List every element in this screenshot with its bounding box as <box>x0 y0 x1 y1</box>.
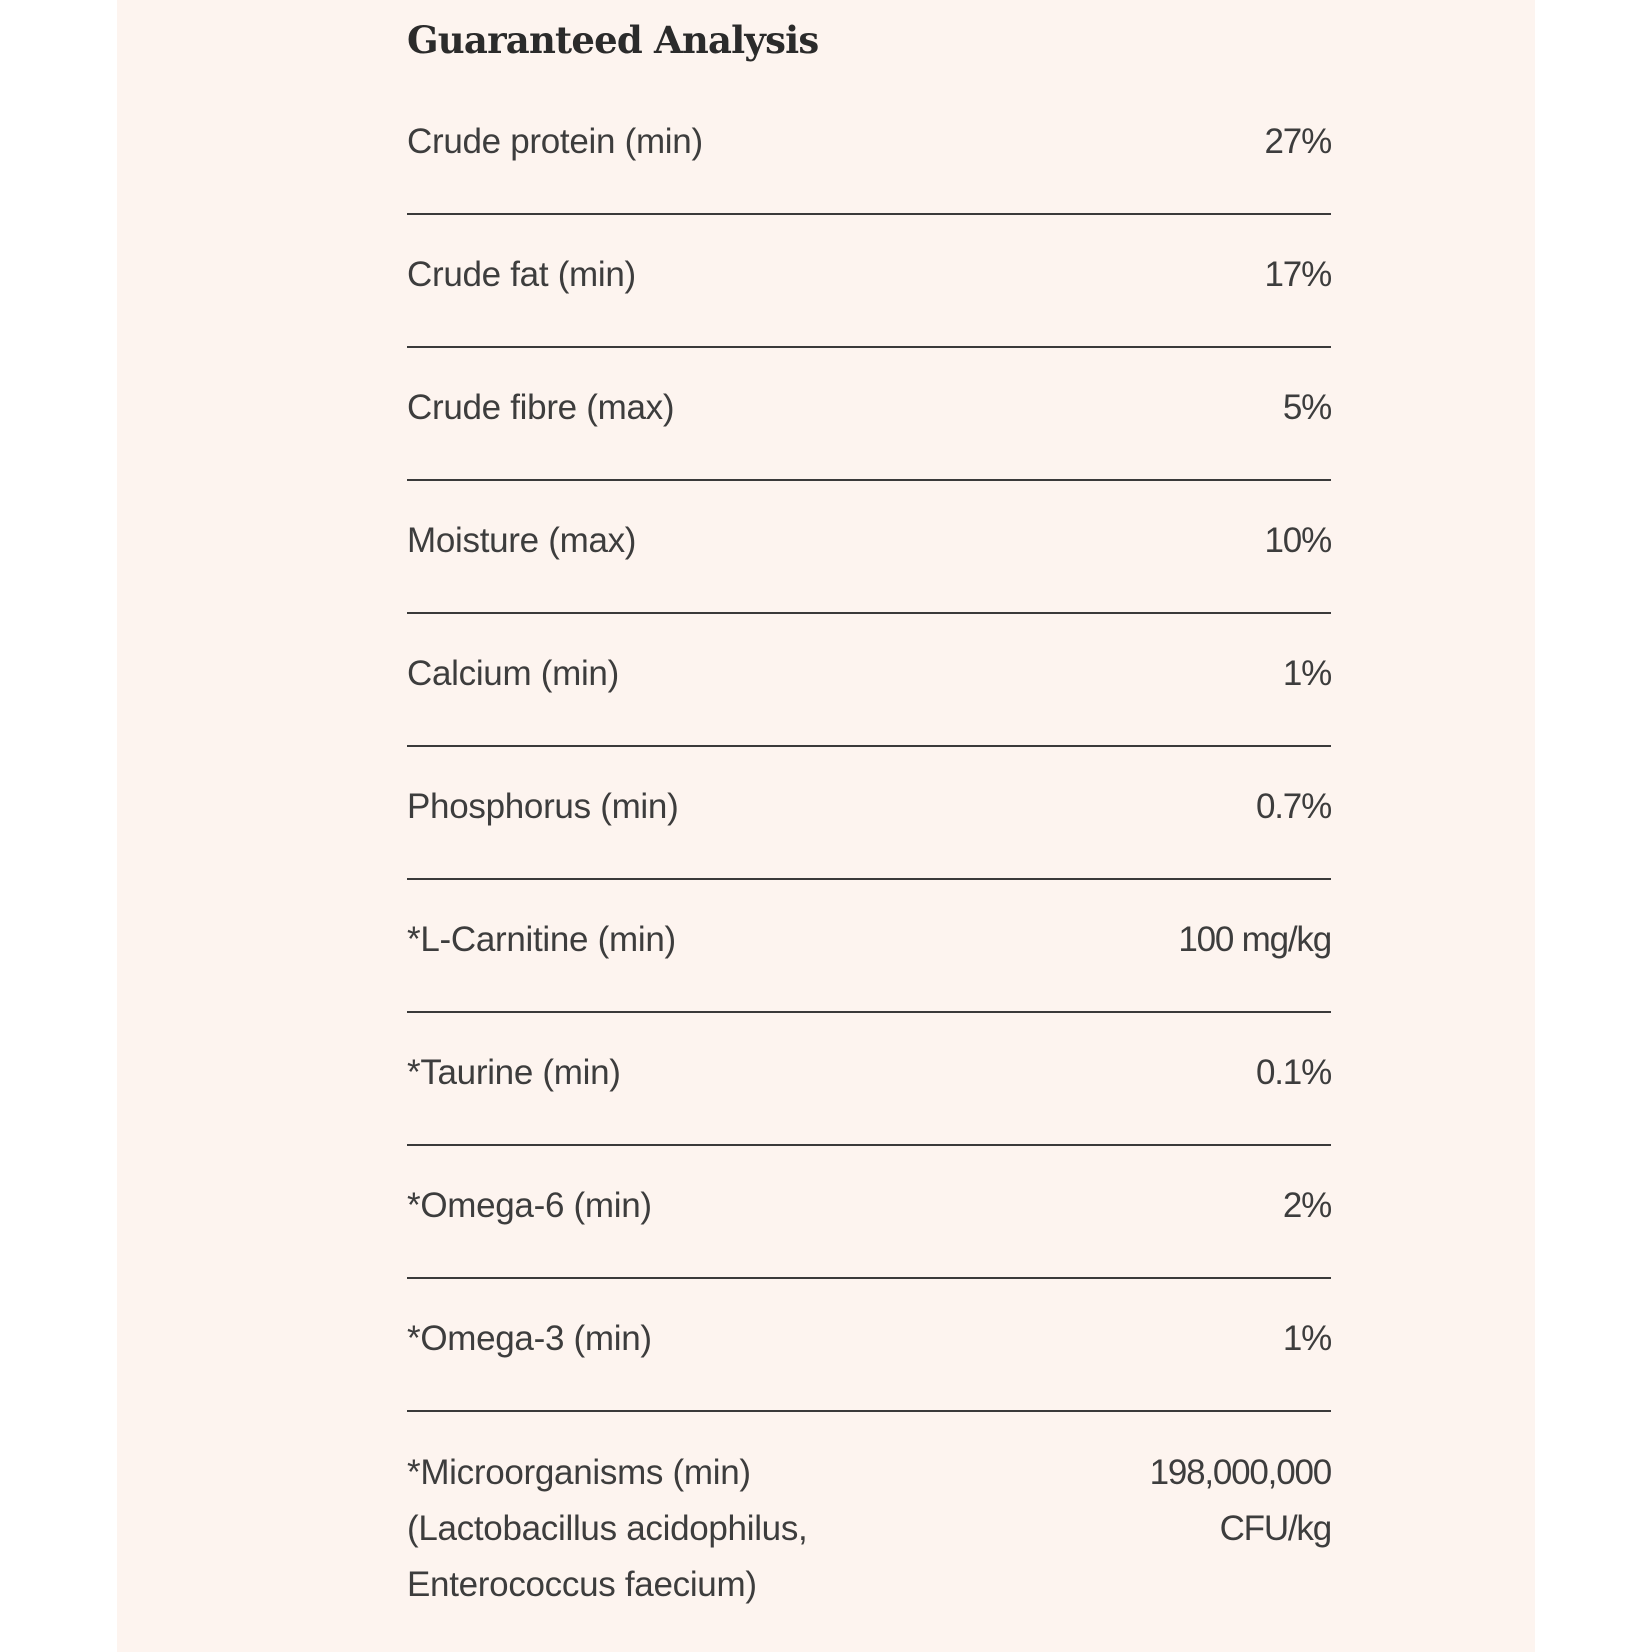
row-label: Calcium (min) <box>407 654 619 693</box>
row-value: 2% <box>1282 1186 1331 1225</box>
table-row <box>407 82 1331 215</box>
row-label: *Taurine (min) <box>407 1053 621 1092</box>
table-row <box>407 1405 1331 1613</box>
table-row <box>407 880 1331 1013</box>
row-value: 1% <box>1282 1319 1331 1358</box>
table-row <box>407 348 1331 481</box>
analysis-table <box>407 82 1331 1613</box>
row-value: 198,000,000 CFU/kg <box>1149 1453 1331 1548</box>
row-value: 100 mg/kg <box>1178 920 1331 959</box>
table-row <box>407 1013 1331 1146</box>
row-value: 5% <box>1282 388 1331 427</box>
row-value: 10% <box>1264 521 1331 560</box>
row-label: *Omega-6 (min) <box>407 1186 652 1225</box>
row-label: *Omega-3 (min) <box>407 1319 652 1358</box>
row-label: *Microorganisms (min) (Lactobacillus acidophilus, Enterococcus faecium) <box>407 1453 808 1604</box>
guaranteed-analysis-panel <box>117 0 1535 1652</box>
row-value: 0.1% <box>1256 1053 1331 1092</box>
table-row <box>407 614 1331 747</box>
section-title: Guaranteed Analysis <box>407 18 819 62</box>
row-label: Moisture (max) <box>407 521 637 560</box>
table-row <box>407 481 1331 614</box>
table-row <box>407 1146 1331 1279</box>
row-label: *L-Carnitine (min) <box>407 920 676 959</box>
analysis-content <box>407 0 1331 1613</box>
row-label: Crude fat (min) <box>407 255 636 294</box>
table-row <box>407 1279 1331 1412</box>
row-value: 0.7% <box>1256 787 1331 826</box>
row-label: Phosphorus (min) <box>407 787 679 826</box>
row-label: Crude protein (min) <box>407 122 703 161</box>
row-label: Crude fibre (max) <box>407 388 675 427</box>
table-row <box>407 747 1331 880</box>
row-value: 1% <box>1282 654 1331 693</box>
row-value: 27% <box>1264 122 1331 161</box>
row-value: 17% <box>1264 255 1331 294</box>
table-row <box>407 215 1331 348</box>
